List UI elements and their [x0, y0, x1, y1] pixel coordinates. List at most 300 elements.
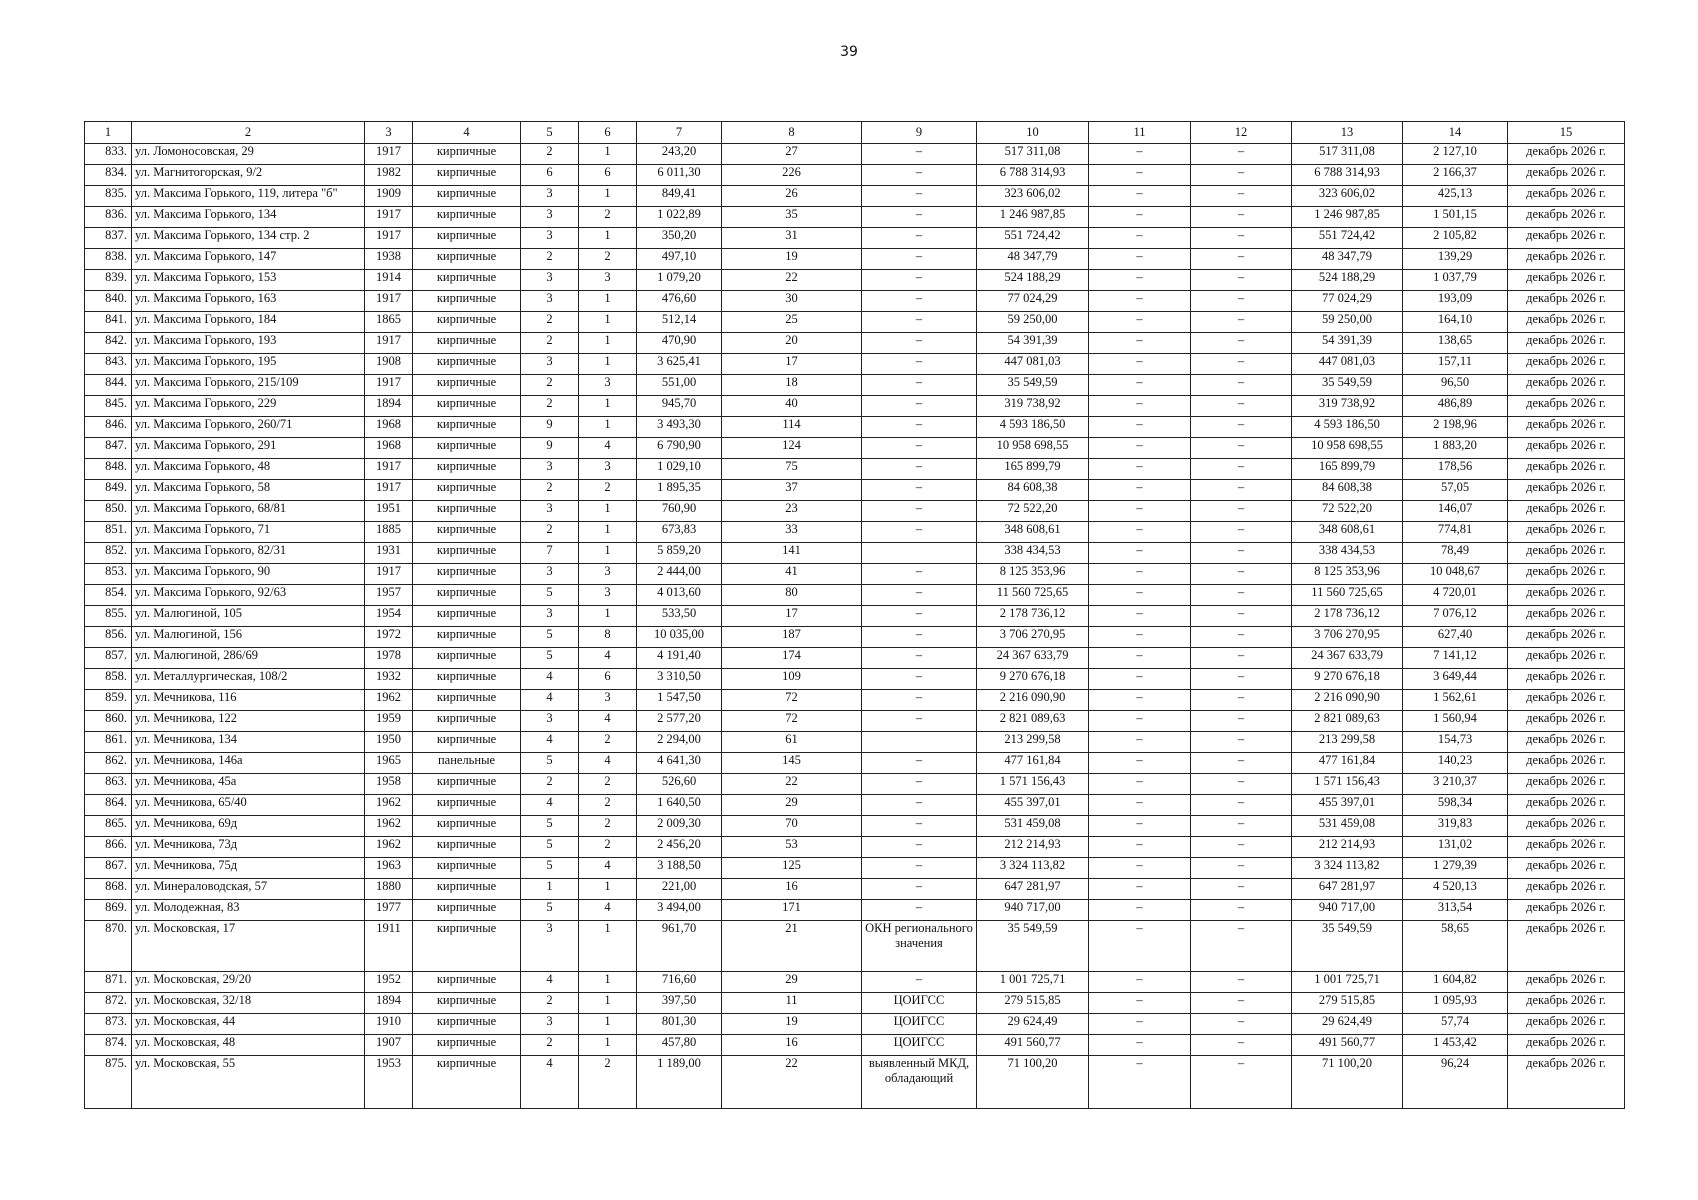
table-row	[85, 1056, 1625, 1109]
table-cell: –	[1191, 711, 1292, 732]
table-cell: 871.	[85, 972, 132, 993]
table-cell: 1938	[365, 249, 413, 270]
table-cell: декабрь 2026 г.	[1508, 795, 1625, 816]
table-cell: декабрь 2026 г.	[1508, 711, 1625, 732]
column-header: 4	[413, 122, 521, 144]
table-cell: –	[862, 711, 977, 732]
table-cell: 870.	[85, 921, 132, 972]
table-cell: 524 188,29	[1292, 270, 1403, 291]
table-cell: 338 434,53	[1292, 543, 1403, 564]
table-cell: 350,20	[637, 228, 722, 249]
table-cell: 53	[722, 837, 862, 858]
table-cell: 497,10	[637, 249, 722, 270]
table-cell: 1917	[365, 333, 413, 354]
table-cell: –	[862, 816, 977, 837]
table-cell: декабрь 2026 г.	[1508, 522, 1625, 543]
table-cell: –	[1191, 249, 1292, 270]
table-cell: 455 397,01	[1292, 795, 1403, 816]
table-cell: 1917	[365, 207, 413, 228]
table-cell: –	[1089, 648, 1191, 669]
table-cell: ул. Максима Горького, 215/109	[132, 375, 365, 396]
table-cell: 48 347,79	[977, 249, 1089, 270]
table-cell: –	[1191, 648, 1292, 669]
table-cell: –	[862, 606, 977, 627]
table-cell: 3 324 113,82	[1292, 858, 1403, 879]
table-cell: 77 024,29	[977, 291, 1089, 312]
table-cell: 1953	[365, 1056, 413, 1109]
table-cell: –	[862, 375, 977, 396]
table-cell: декабрь 2026 г.	[1508, 900, 1625, 921]
table-cell: кирпичные	[413, 585, 521, 606]
table-cell: 5 859,20	[637, 543, 722, 564]
table-cell: –	[862, 900, 977, 921]
table-cell: 11 560 725,65	[1292, 585, 1403, 606]
table-cell: 627,40	[1403, 627, 1508, 648]
table-cell: 2	[521, 375, 579, 396]
table-cell: –	[862, 249, 977, 270]
table-cell: –	[862, 333, 977, 354]
table-cell: 836.	[85, 207, 132, 228]
table-cell: 2	[521, 522, 579, 543]
table-cell: 22	[722, 270, 862, 291]
table-cell: –	[1191, 144, 1292, 165]
table-cell: 1962	[365, 795, 413, 816]
table-cell: 2	[579, 1056, 637, 1109]
column-header: 7	[637, 122, 722, 144]
table-cell: 3 188,50	[637, 858, 722, 879]
table-cell: –	[1191, 627, 1292, 648]
table-cell: 1 571 156,43	[1292, 774, 1403, 795]
table-cell: 875.	[85, 1056, 132, 1109]
table-cell: 72 522,20	[977, 501, 1089, 522]
table-cell: 801,30	[637, 1014, 722, 1035]
table-cell: 96,50	[1403, 375, 1508, 396]
table-cell: 425,13	[1403, 186, 1508, 207]
table-cell: 835.	[85, 186, 132, 207]
table-cell: декабрь 2026 г.	[1508, 291, 1625, 312]
table-cell: кирпичные	[413, 480, 521, 501]
table-cell: 673,83	[637, 522, 722, 543]
table-cell: 131,02	[1403, 837, 1508, 858]
table-cell: –	[1089, 396, 1191, 417]
table-cell: 2	[579, 795, 637, 816]
table-cell: –	[1191, 585, 1292, 606]
table-cell: ул. Московская, 55	[132, 1056, 365, 1109]
table-cell: кирпичные	[413, 690, 521, 711]
table-cell: 4	[579, 858, 637, 879]
table-cell: –	[1191, 207, 1292, 228]
table-cell: 348 608,61	[1292, 522, 1403, 543]
table-cell: 154,73	[1403, 732, 1508, 753]
table-cell: 57,05	[1403, 480, 1508, 501]
table-cell: декабрь 2026 г.	[1508, 144, 1625, 165]
table-cell: 29 624,49	[977, 1014, 1089, 1035]
table-row	[85, 438, 1625, 459]
table-cell: ул. Максима Горького, 260/71	[132, 417, 365, 438]
table-cell: 857.	[85, 648, 132, 669]
table-cell: –	[1089, 858, 1191, 879]
table-cell: –	[1191, 732, 1292, 753]
table-row	[85, 459, 1625, 480]
table-cell: –	[1089, 354, 1191, 375]
table-cell: 1 079,20	[637, 270, 722, 291]
table-row	[85, 606, 1625, 627]
table-cell: 193,09	[1403, 291, 1508, 312]
table-cell: 1 571 156,43	[977, 774, 1089, 795]
table-cell: кирпичные	[413, 795, 521, 816]
table-cell: 842.	[85, 333, 132, 354]
table-row	[85, 144, 1625, 165]
table-cell: –	[862, 879, 977, 900]
table-cell: 1965	[365, 753, 413, 774]
table-cell: 716,60	[637, 972, 722, 993]
table-cell: 37	[722, 480, 862, 501]
table-cell: 313,54	[1403, 900, 1508, 921]
table-cell: –	[1089, 879, 1191, 900]
table-cell: ул. Московская, 48	[132, 1035, 365, 1056]
table-row	[85, 711, 1625, 732]
table-cell: 19	[722, 249, 862, 270]
table-cell: ул. Максима Горького, 68/81	[132, 501, 365, 522]
table-cell: 348 608,61	[977, 522, 1089, 543]
table-row	[85, 333, 1625, 354]
table-row	[85, 291, 1625, 312]
table-cell: –	[1089, 543, 1191, 564]
table-cell: 2 178 736,12	[977, 606, 1089, 627]
table-cell: 11	[722, 993, 862, 1014]
table-cell: 1880	[365, 879, 413, 900]
table-cell: 1917	[365, 564, 413, 585]
table-cell: 212 214,93	[977, 837, 1089, 858]
table-cell: 1885	[365, 522, 413, 543]
column-header: 1	[85, 122, 132, 144]
table-cell: 3	[521, 186, 579, 207]
table-cell: декабрь 2026 г.	[1508, 354, 1625, 375]
table-cell: декабрь 2026 г.	[1508, 207, 1625, 228]
table-cell: 837.	[85, 228, 132, 249]
table-cell: –	[1191, 228, 1292, 249]
table-cell: 854.	[85, 585, 132, 606]
table-cell: –	[1191, 606, 1292, 627]
table-cell: 3	[521, 711, 579, 732]
table-cell: 851.	[85, 522, 132, 543]
table-cell: ул. Магнитогорская, 9/2	[132, 165, 365, 186]
table-cell: 512,14	[637, 312, 722, 333]
table-cell: 470,90	[637, 333, 722, 354]
table-cell: –	[1089, 522, 1191, 543]
table-cell: декабрь 2026 г.	[1508, 249, 1625, 270]
table-cell: 1 547,50	[637, 690, 722, 711]
table-cell: 57,74	[1403, 1014, 1508, 1035]
table-cell: кирпичные	[413, 837, 521, 858]
table-cell: декабрь 2026 г.	[1508, 459, 1625, 480]
table-cell: 24 367 633,79	[977, 648, 1089, 669]
table-cell: 2 178 736,12	[1292, 606, 1403, 627]
table-cell: 1	[579, 417, 637, 438]
table-cell: 10 048,67	[1403, 564, 1508, 585]
table-cell: декабрь 2026 г.	[1508, 501, 1625, 522]
table-cell: 1917	[365, 144, 413, 165]
table-cell: –	[1089, 1035, 1191, 1056]
table-cell: 21	[722, 921, 862, 972]
table-cell: 11 560 725,65	[977, 585, 1089, 606]
table-cell: –	[862, 417, 977, 438]
table-cell: 1977	[365, 900, 413, 921]
table-cell: 447 081,03	[977, 354, 1089, 375]
table-cell: 2 821 089,63	[977, 711, 1089, 732]
table-cell: –	[1191, 291, 1292, 312]
table-cell: ул. Максима Горького, 153	[132, 270, 365, 291]
table-cell: ул. Московская, 29/20	[132, 972, 365, 993]
table-cell: –	[1089, 1056, 1191, 1109]
table-row	[85, 207, 1625, 228]
table-cell: 5	[521, 816, 579, 837]
table-cell: 279 515,85	[977, 993, 1089, 1014]
column-header: 6	[579, 122, 637, 144]
table-cell: 319 738,92	[1292, 396, 1403, 417]
table-cell: 849.	[85, 480, 132, 501]
table-cell: 24 367 633,79	[1292, 648, 1403, 669]
table-cell: –	[1191, 165, 1292, 186]
table-cell: –	[1089, 993, 1191, 1014]
table-cell: кирпичные	[413, 858, 521, 879]
table-cell: 1908	[365, 354, 413, 375]
table-cell: 1959	[365, 711, 413, 732]
table-cell: 945,70	[637, 396, 722, 417]
table-cell: 2	[521, 774, 579, 795]
table-cell: ул. Максима Горького, 229	[132, 396, 365, 417]
table-cell: декабрь 2026 г.	[1508, 1056, 1625, 1109]
table-cell: ул. Максима Горького, 58	[132, 480, 365, 501]
table-cell: –	[1191, 522, 1292, 543]
table-cell: 25	[722, 312, 862, 333]
table-row	[85, 480, 1625, 501]
table-cell: декабрь 2026 г.	[1508, 1035, 1625, 1056]
table-cell: 1909	[365, 186, 413, 207]
table-cell: 1	[579, 396, 637, 417]
table-cell: 157,11	[1403, 354, 1508, 375]
table-cell: –	[862, 207, 977, 228]
table-cell: 1932	[365, 669, 413, 690]
table-cell: 9 270 676,18	[977, 669, 1089, 690]
table-cell: 1 189,00	[637, 1056, 722, 1109]
table-cell: 1894	[365, 993, 413, 1014]
table-row	[85, 1035, 1625, 1056]
table-cell: 1 279,39	[1403, 858, 1508, 879]
table-cell: 1962	[365, 816, 413, 837]
table-cell: декабрь 2026 г.	[1508, 774, 1625, 795]
table-cell: –	[862, 165, 977, 186]
table-cell: 1	[579, 312, 637, 333]
table-cell: 477 161,84	[1292, 753, 1403, 774]
table-cell: ул. Малюгиной, 105	[132, 606, 365, 627]
table-cell: декабрь 2026 г.	[1508, 375, 1625, 396]
table-cell: кирпичные	[413, 249, 521, 270]
table-cell: 72	[722, 711, 862, 732]
table-cell: –	[1089, 921, 1191, 972]
table-cell: ул. Максима Горького, 48	[132, 459, 365, 480]
table-cell: 3	[521, 606, 579, 627]
table-cell: –	[862, 459, 977, 480]
table-row	[85, 186, 1625, 207]
table-cell: 1931	[365, 543, 413, 564]
table-cell: кирпичные	[413, 774, 521, 795]
table-cell: 2	[521, 1035, 579, 1056]
table-cell: 22	[722, 1056, 862, 1109]
table-cell: 1	[579, 291, 637, 312]
table-cell: кирпичные	[413, 228, 521, 249]
table-cell: 853.	[85, 564, 132, 585]
table-cell: ул. Минераловодская, 57	[132, 879, 365, 900]
table-row	[85, 732, 1625, 753]
table-cell: 2	[521, 333, 579, 354]
table-cell: –	[1089, 249, 1191, 270]
table-cell: 476,60	[637, 291, 722, 312]
table-cell: 2 444,00	[637, 564, 722, 585]
table-cell: кирпичные	[413, 921, 521, 972]
table-cell: –	[862, 438, 977, 459]
table-cell: 165 899,79	[1292, 459, 1403, 480]
table-cell: 213 299,58	[1292, 732, 1403, 753]
table-cell: 834.	[85, 165, 132, 186]
table-cell: 77 024,29	[1292, 291, 1403, 312]
table-cell: кирпичные	[413, 270, 521, 291]
table-cell: 551 724,42	[1292, 228, 1403, 249]
table-row	[85, 858, 1625, 879]
table-cell: 849,41	[637, 186, 722, 207]
table-cell: 1978	[365, 648, 413, 669]
table-cell: 4	[579, 648, 637, 669]
table-cell: 1914	[365, 270, 413, 291]
table-cell: ул. Ломоносовская, 29	[132, 144, 365, 165]
table-cell: –	[1089, 459, 1191, 480]
table-cell: –	[1191, 438, 1292, 459]
table-cell: –	[1191, 396, 1292, 417]
table-cell: ул. Максима Горького, 82/31	[132, 543, 365, 564]
table-cell: 866.	[85, 837, 132, 858]
table-cell: 491 560,77	[977, 1035, 1089, 1056]
table-cell: 1 246 987,85	[977, 207, 1089, 228]
table-cell: 4	[579, 900, 637, 921]
table-cell: ул. Мечникова, 73д	[132, 837, 365, 858]
table-cell: ул. Мечникова, 116	[132, 690, 365, 711]
table-cell: 4	[521, 732, 579, 753]
table-cell: 486,89	[1403, 396, 1508, 417]
table-cell: 9	[521, 417, 579, 438]
table-cell: кирпичные	[413, 879, 521, 900]
table-row	[85, 669, 1625, 690]
table-cell: 1 883,20	[1403, 438, 1508, 459]
table-cell: 860.	[85, 711, 132, 732]
table-cell: кирпичные	[413, 459, 521, 480]
table-cell: 58,65	[1403, 921, 1508, 972]
table-cell: ул. Мечникова, 65/40	[132, 795, 365, 816]
table-row	[85, 564, 1625, 585]
table-cell: 31	[722, 228, 862, 249]
table-cell: 847.	[85, 438, 132, 459]
table-cell: кирпичные	[413, 165, 521, 186]
table-cell: 10 958 698,55	[977, 438, 1089, 459]
table-cell: декабрь 2026 г.	[1508, 396, 1625, 417]
table-cell: –	[1089, 627, 1191, 648]
table-cell: кирпичные	[413, 312, 521, 333]
table-cell: ул. Максима Горького, 134	[132, 207, 365, 228]
table-cell: 61	[722, 732, 862, 753]
table-row	[85, 648, 1625, 669]
table-cell: –	[862, 585, 977, 606]
table-cell: 1	[579, 1035, 637, 1056]
table-cell: декабрь 2026 г.	[1508, 270, 1625, 291]
table-cell: 3 706 270,95	[977, 627, 1089, 648]
table-cell: 145	[722, 753, 862, 774]
table-cell: 3	[579, 459, 637, 480]
table-cell: 2	[579, 816, 637, 837]
table-cell: –	[862, 972, 977, 993]
table-cell: –	[1089, 774, 1191, 795]
table-cell: 48 347,79	[1292, 249, 1403, 270]
table-cell: 838.	[85, 249, 132, 270]
table-row	[85, 837, 1625, 858]
table-cell: 647 281,97	[977, 879, 1089, 900]
table-cell: кирпичные	[413, 606, 521, 627]
table-cell: 5	[521, 585, 579, 606]
column-header: 2	[132, 122, 365, 144]
table-cell: 140,23	[1403, 753, 1508, 774]
table-cell: –	[1089, 417, 1191, 438]
table-cell: 1 095,93	[1403, 993, 1508, 1014]
table-cell: декабрь 2026 г.	[1508, 921, 1625, 972]
table-cell: декабрь 2026 г.	[1508, 585, 1625, 606]
table-cell: 33	[722, 522, 862, 543]
table-cell: 139,29	[1403, 249, 1508, 270]
table-cell: ул. Мечникова, 69д	[132, 816, 365, 837]
table-cell: –	[1191, 921, 1292, 972]
table-cell: –	[1191, 972, 1292, 993]
table-row	[85, 501, 1625, 522]
table-cell: –	[1089, 690, 1191, 711]
table-cell: –	[1089, 837, 1191, 858]
table-cell: –	[1191, 564, 1292, 585]
table-cell: кирпичные	[413, 732, 521, 753]
table-cell: 1 895,35	[637, 480, 722, 501]
table-cell: 3	[579, 375, 637, 396]
table-cell: 72 522,20	[1292, 501, 1403, 522]
table-cell: 940 717,00	[977, 900, 1089, 921]
table-cell: ул. Максима Горького, 147	[132, 249, 365, 270]
table-cell: 8 125 353,96	[977, 564, 1089, 585]
table-cell: 3	[521, 270, 579, 291]
table-cell: 531 459,08	[1292, 816, 1403, 837]
table-cell: 178,56	[1403, 459, 1508, 480]
table-cell: декабрь 2026 г.	[1508, 438, 1625, 459]
table-cell: 1951	[365, 501, 413, 522]
table-cell: –	[1089, 711, 1191, 732]
table-cell: декабрь 2026 г.	[1508, 228, 1625, 249]
table-cell: декабрь 2026 г.	[1508, 858, 1625, 879]
table-cell: 551 724,42	[977, 228, 1089, 249]
table-cell: декабрь 2026 г.	[1508, 186, 1625, 207]
table-cell: кирпичные	[413, 669, 521, 690]
table-cell: 4	[521, 795, 579, 816]
table-cell: 848.	[85, 459, 132, 480]
table-cell: 517 311,08	[1292, 144, 1403, 165]
table-cell: 858.	[85, 669, 132, 690]
table-cell: 221,00	[637, 879, 722, 900]
table-cell: 839.	[85, 270, 132, 291]
table-row	[85, 795, 1625, 816]
table-cell: кирпичные	[413, 207, 521, 228]
table-cell: 26	[722, 186, 862, 207]
